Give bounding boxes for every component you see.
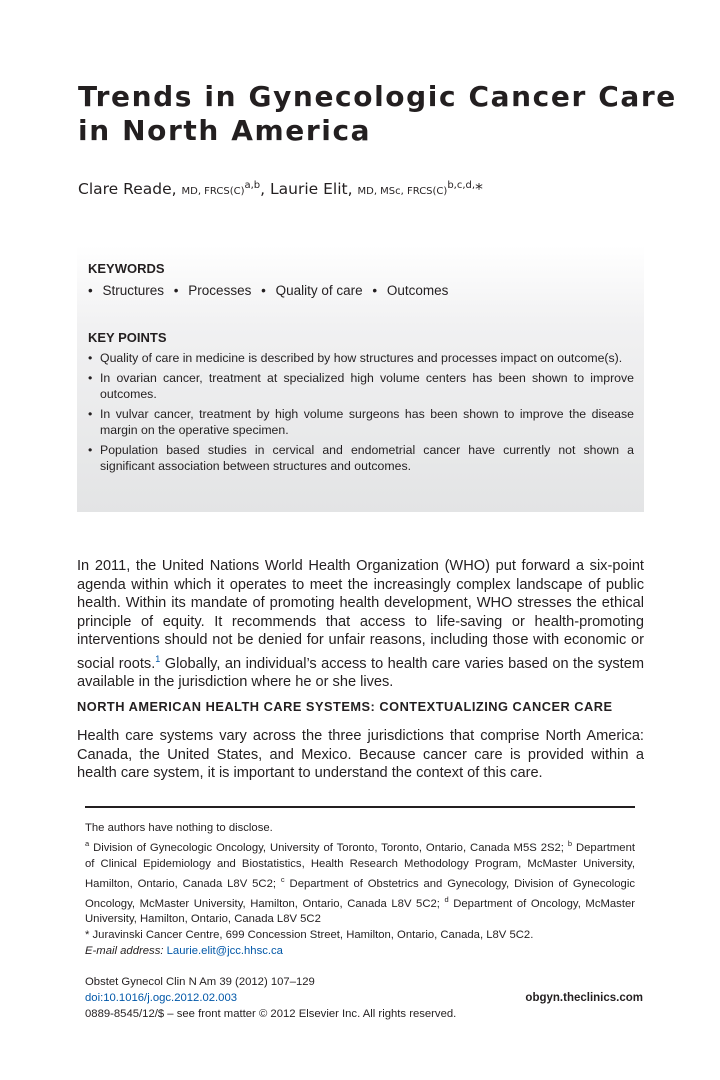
affiliations [85, 836, 635, 927]
key-points-heading: KEY POINTS [88, 330, 167, 345]
title-line-1: Trends in Gynecologic Cancer Care [78, 80, 677, 113]
key-point-bullet: • [88, 443, 93, 457]
key-point-item [88, 350, 634, 366]
corresponding-address: * Juravinski Cancer Centre, 699 Concession Street, Hamilton, Ontario, Canada, L8V 5C2. [85, 929, 534, 942]
key-point-item [88, 442, 634, 474]
affiliation-mark-a: a [85, 839, 90, 848]
key-points-list [88, 350, 634, 478]
author-list [78, 180, 658, 198]
keyword-bullet: • [173, 283, 179, 298]
affiliation-b: Department of Clinical Epidemiology and Biostatistics, Health Research Methodology Program, McMaster University, Hamilton, Ontario, Canada L8V 5C2; [85, 841, 635, 890]
keyword-bullet: • [88, 283, 93, 298]
author-2-degrees: MD, MSc, FRCS(C) [357, 186, 448, 198]
reference-link-1[interactable]: 1 [155, 653, 161, 664]
keywords-list [88, 283, 454, 298]
corresponding-author-mark: * [475, 180, 483, 199]
section-heading: NORTH AMERICAN HEALTH CARE SYSTEMS: CONTEXTUALIZING CANCER CARE [77, 699, 613, 714]
key-point-text: In vulvar cancer, treatment by high volume surgeons has been shown to improve the disease margin on the operative specimen. [100, 407, 634, 437]
keyword: Processes [188, 283, 252, 298]
key-point-text: Quality of care in medicine is described by how structures and processes impact on outcome(s). [100, 351, 623, 365]
key-point-item [88, 370, 634, 402]
affiliation-mark-c: c [280, 874, 285, 884]
email-link[interactable]: Laurie.elit@jcc.hhsc.ca [166, 945, 283, 958]
email-label: E-mail address: [85, 945, 164, 958]
key-point-bullet: • [88, 371, 93, 385]
intro-paragraph [77, 557, 644, 691]
disclosure-note: The authors have nothing to disclose. [85, 822, 273, 834]
affiliation-d: Department of Oncology, McMaster University, Hamilton, Ontario, Canada L8V 5C2 [85, 897, 636, 926]
key-point-bullet: • [88, 351, 93, 365]
affiliation-a: Division of Gynecologic Oncology, University of Toronto, Toronto, Ontario, Canada M5S 2S2; [89, 841, 564, 854]
author-1-degrees: MD, FRCS(C) [181, 186, 245, 198]
article-title [78, 80, 678, 148]
keyword-bullet: • [372, 283, 378, 298]
doi-link[interactable]: doi:10.1016/j.ogc.2012.02.003 [85, 992, 238, 1004]
copyright-line: 0889-8545/12/$ – see front matter © 2012 Elsevier Inc. All rights reserved. [85, 1008, 457, 1020]
affiliation-c: Department of Obstetrics and Gynecology, Division of Gynecologic Oncology, McMaster University, Hamilton, Ontario, Canada L8V 5C2; [85, 877, 635, 910]
intro-text-part-2: Globally, an individual’s access to health care varies based on the system available in the jurisdiction where he or she lives. [77, 655, 644, 690]
title-line-2: in North America [78, 114, 372, 147]
journal-citation: Obstet Gynecol Clin N Am 39 (2012) 107–129 [85, 976, 315, 988]
author-separator: , [260, 180, 266, 199]
key-point-text: In ovarian cancer, treatment at specialized high volume centers has been shown to improve outcomes. [100, 371, 634, 401]
affiliation-mark-b: b [567, 839, 573, 848]
affiliation-mark-d: d [444, 894, 449, 904]
author-1-name: Clare Reade, [78, 180, 177, 199]
keyword-bullet: • [261, 283, 266, 298]
section-paragraph: Health care systems vary across the three jurisdictions that comprise North America: Canada, the United States, and Mexico. Because cancer care is provided within a health care system, it is important to understand the context of this care. [77, 728, 644, 781]
email-line [85, 943, 635, 959]
footnote-divider [85, 806, 635, 808]
author-2-affiliation-marks: b,c,d, [447, 180, 476, 191]
key-point-item [88, 406, 634, 438]
key-point-text: Population based studies in cervical and endometrial cancer have currently not shown a significant association between structures and outcomes. [100, 443, 634, 473]
keyword: Quality of care [275, 283, 363, 298]
keywords-heading: KEYWORDS [88, 261, 165, 276]
intro-text-part-1: In 2011, the United Nations World Health Organization (WHO) put forward a six-point agenda within which it operates to meet the increasingly complex landscape of public health. Within its mandate of promoting health development, WHO stresses the ethical principle of equity. It recommends that access to life-saving or health-promoting interventions should not be denied for unfair reasons, including those with economic or social roots. [77, 558, 644, 672]
footnotes [85, 820, 635, 959]
author-1-affiliation-marks: a,b [244, 180, 261, 191]
keyword: Outcomes [386, 283, 449, 298]
key-point-bullet: • [88, 407, 93, 421]
keyword: Structures [102, 283, 165, 298]
author-2-name: Laurie Elit, [270, 180, 353, 199]
journal-website[interactable]: obgyn.theclinics.com [525, 992, 643, 1004]
